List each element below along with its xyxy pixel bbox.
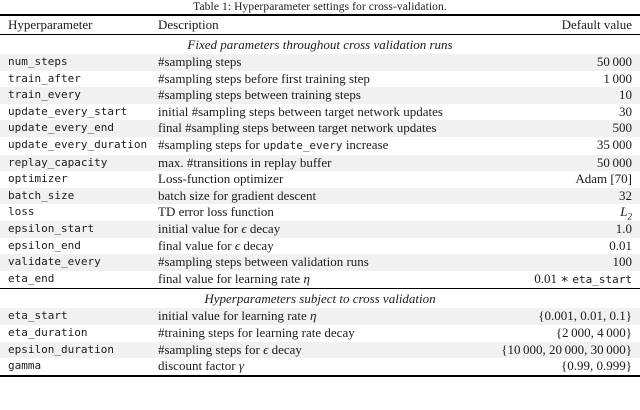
hyperparameter-table xyxy=(0,14,640,377)
hyperparameter-name: num_steps xyxy=(8,55,68,68)
hyperparameter-name: update_every_end xyxy=(8,121,114,135)
default-value: 10 xyxy=(619,87,632,103)
table-row-update_every_end xyxy=(0,120,640,137)
default-value: 35 000 xyxy=(596,136,632,152)
default-value: 500 xyxy=(612,120,632,136)
hyperparameter-description: initial #sampling steps between target network updates xyxy=(158,103,443,119)
hyperparameter-name: loss xyxy=(8,205,35,219)
hyperparameter-name: epsilon_start xyxy=(8,221,95,235)
table-row-epsilon_duration xyxy=(0,342,640,359)
column-header-description: Description xyxy=(158,15,494,35)
table-row-replay_capacity xyxy=(0,155,640,172)
hyperparameter-name: eta_duration xyxy=(8,325,88,339)
section-heading-row xyxy=(0,289,640,309)
default-value: {0.99, 0.999} xyxy=(561,358,632,374)
table-header xyxy=(0,15,640,35)
table-row-validate_every xyxy=(0,254,640,271)
hyperparameter-description: final value for ϵ decay xyxy=(158,237,274,253)
hyperparameter-description: #sampling steps for ϵ decay xyxy=(158,341,302,357)
table-row-train_after xyxy=(0,71,640,88)
column-header-hyperparameter: Hyperparameter xyxy=(0,15,158,35)
default-value: {10 000, 20 000, 30 000} xyxy=(501,341,632,357)
table-row-gamma xyxy=(0,358,640,376)
default-value: {0.001, 0.01, 0.1} xyxy=(538,308,632,324)
hyperparameter-description: discount factor γ xyxy=(158,358,244,374)
table-row-optimizer xyxy=(0,171,640,188)
default-value: 30 xyxy=(619,103,632,119)
hyperparameter-description: TD error loss function xyxy=(158,204,274,220)
hyperparameter-name: batch_size xyxy=(8,188,75,202)
hyperparameter-description: Loss-function optimizer xyxy=(158,171,284,187)
section-heading: Hyperparameters subject to cross validation xyxy=(0,289,640,309)
hyperparameter-description: #sampling steps between validation runs xyxy=(158,254,369,270)
default-value: 50 000 xyxy=(596,154,632,170)
table-row-batch_size xyxy=(0,188,640,205)
hyperparameter-name: eta_end xyxy=(8,271,55,285)
hyperparameter-name: eta_start xyxy=(8,309,68,323)
hyperparameter-description: initial value for learning rate η xyxy=(158,308,317,324)
hyperparameter-description: #sampling steps for update_every increase xyxy=(158,136,389,152)
table-row-update_every_duration xyxy=(0,137,640,155)
hyperparameter-description: max. #transitions in replay buffer xyxy=(158,154,332,170)
hyperparameter-description: initial value for ϵ decay xyxy=(158,220,281,236)
table-body xyxy=(0,35,640,376)
default-value: 100 xyxy=(612,254,632,270)
hyperparameter-description: final value for learning rate η xyxy=(158,270,310,286)
hyperparameter-name: gamma xyxy=(8,359,42,373)
default-value: 50 000 xyxy=(596,54,632,69)
table-row-train_every xyxy=(0,87,640,104)
hyperparameter-name: train_after xyxy=(8,71,81,85)
section-heading: Fixed parameters throughout cross validation runs xyxy=(187,37,453,52)
hyperparameter-name: validate_every xyxy=(8,255,101,269)
table-row-eta_duration xyxy=(0,325,640,342)
table-row-epsilon_end xyxy=(0,238,640,255)
default-value: 0.01 ∗ eta_start xyxy=(534,270,632,286)
table-row-eta_start xyxy=(0,308,640,325)
hyperparameter-description: final #sampling steps between target network updates xyxy=(158,120,437,136)
table-header-row xyxy=(0,15,640,35)
hyperparameter-description: batch size for gradient descent xyxy=(158,187,317,203)
table-caption: Table 1: Hyperparameter settings for cross-validation. xyxy=(193,1,447,13)
default-value: 1 000 xyxy=(603,70,632,86)
table-row-epsilon_start xyxy=(0,221,640,238)
default-value: 1.0 xyxy=(615,220,632,236)
hyperparameter-name: train_every xyxy=(8,88,81,102)
default-value: 0.01 xyxy=(609,237,632,253)
hyperparameter-name: optimizer xyxy=(8,172,68,186)
table-row-update_every_start xyxy=(0,104,640,121)
column-header-default-value: Default value xyxy=(494,15,640,35)
hyperparameter-description: #training steps for learning rate decay xyxy=(158,324,355,340)
hyperparameter-name: epsilon_end xyxy=(8,238,81,252)
default-value: 32 xyxy=(619,187,632,203)
section-heading-row xyxy=(0,35,640,55)
hyperparameter-name: update_every_duration xyxy=(8,137,148,151)
hyperparameter-name: update_every_start xyxy=(8,104,128,118)
default-value: $L_2$ xyxy=(620,204,632,222)
hyperparameter-description: #sampling steps between training steps xyxy=(158,87,361,103)
table-row-loss xyxy=(0,204,640,221)
default-value: {2 000, 4 000} xyxy=(555,324,632,340)
table-row-eta_end xyxy=(0,271,640,289)
hyperparameter-name: replay_capacity xyxy=(8,155,108,169)
hyperparameter-description: #sampling steps xyxy=(158,54,242,69)
default-value: Adam [70] xyxy=(575,171,632,187)
table-row-num_steps xyxy=(0,54,640,71)
hyperparameter-name: epsilon_duration xyxy=(8,342,114,356)
hyperparameter-description: #sampling steps before first training step xyxy=(158,70,370,86)
